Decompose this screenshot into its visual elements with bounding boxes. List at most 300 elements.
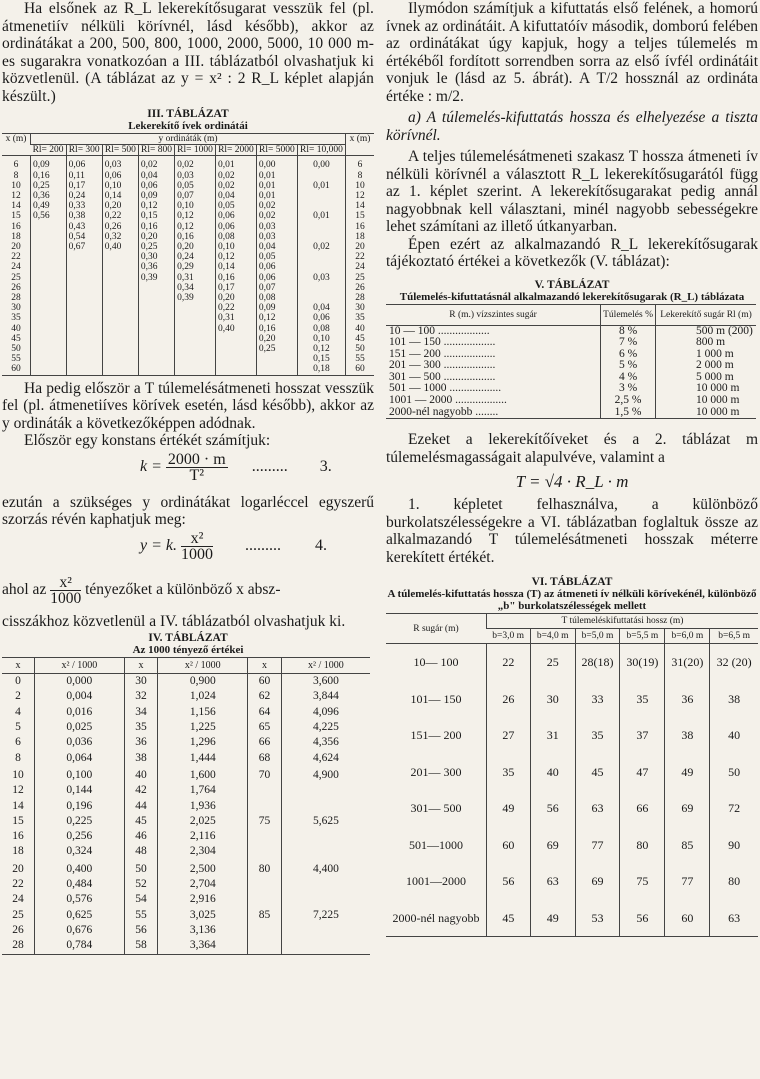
table-cell: 2,025	[158, 814, 248, 829]
table-cell: 24	[12, 893, 24, 906]
t6-col-header: b=6,5 m	[710, 629, 758, 644]
paragraph-3: Először egy konstans értékét számítjuk:	[24, 432, 271, 450]
paragraph-6: cisszákhoz közvetlenül a IV. táblázatból olvashatjuk ki.	[2, 612, 346, 630]
table-cell: 0,196	[34, 799, 124, 814]
table-cell	[248, 877, 282, 892]
table-cell: 1,5 %	[601, 407, 656, 419]
table-row	[2, 938, 370, 954]
table-cell: 36	[124, 735, 158, 750]
t3-values-r10000: 0,00 0,01 0,01 0,02 0,03 0,04 0,06 0,08 0,10 0,12 0,15 0,18	[297, 156, 345, 375]
table-row	[2, 705, 370, 720]
table-cell: 151 — 200 ..................	[389, 347, 496, 360]
table-cell: 5 %	[601, 360, 656, 372]
table-cell: 26	[12, 923, 24, 936]
table-cell: 55	[124, 908, 158, 923]
inline-fraction-denominator: 1000	[50, 589, 82, 607]
table-cell: 2 000 m	[656, 360, 756, 372]
table-cell: 4	[15, 705, 21, 718]
table-vi-title: VI. TÁBLÁZAT	[531, 576, 613, 589]
table-cell: 0,784	[34, 938, 124, 954]
table-cell	[281, 783, 370, 798]
table-cell: 66	[248, 735, 282, 750]
table-cell: 1001—2000	[405, 874, 466, 888]
table-cell: 1,024	[158, 689, 248, 704]
table-cell: 64	[248, 705, 282, 720]
table-cell: 0,025	[34, 720, 124, 735]
t3-values-r1000: 0,02 0,03 0,05 0,07 0,10 0,12 0,12 0,16 0,20 0,24 0,29 0,31 0,34 0,39	[175, 156, 216, 375]
paragraph-4: ezután a szükséges y ordinátákat logarléccel egyszerű szorzás révén kaphatjuk meg:	[2, 493, 374, 529]
t3-values-r500: 0,03 0,06 0,10 0,14 0,20 0,22 0,26 0,32 0,40	[102, 156, 138, 375]
table-cell: 0,016	[34, 705, 124, 720]
table-cell: 62	[248, 689, 282, 704]
t3-x-values-right: 6 8 10 12 14 15 16 18 20 22 24 25 26 28 30 35 40 45 50 55 60	[346, 156, 375, 375]
eq3-number: 3.	[319, 457, 332, 475]
table-row	[2, 844, 370, 859]
table-cell: 2000-nél nagyobb ........	[389, 405, 499, 418]
table-cell: 7 %	[601, 337, 656, 349]
table-cell: 7,225	[281, 908, 370, 923]
equation-4	[2, 531, 374, 573]
table-cell: 10	[12, 768, 24, 781]
table-cell: 32	[124, 689, 158, 704]
t4-header: x	[248, 658, 282, 674]
table-cell: 4,400	[281, 862, 370, 877]
table-cell: 31(20)	[665, 644, 710, 681]
table-cell: 4,624	[281, 751, 370, 766]
right-paragraph-1: Ilymódon számítjuk a kifuttatás első felének, a homorú ívnek az ordinátáit. A kifuttatóív második, domború felében az ordinátákat úgy kapjuk, hogy a teljes túlemelés m értékéből fordított sorrendben sorra az első ívfél ordinátáit vonjuk le (lásd az 5. ábrát). A T/2 hossznál az ordináta értéke : m/2.	[386, 0, 758, 105]
table-cell: 1,600	[158, 768, 248, 783]
table-cell: 45	[575, 754, 620, 791]
table-cell: 3,600	[281, 674, 370, 690]
section-heading-a: a) A túlemelés-kifuttatás hossza és elhelyezése a tiszta körívnél.	[386, 109, 758, 144]
table-cell: 201 — 300 ..................	[389, 359, 496, 372]
table-cell: 10 000 m	[656, 407, 756, 419]
table-row	[2, 768, 370, 783]
table-cell: 500 m (200)	[656, 325, 756, 337]
table-iii	[2, 133, 374, 376]
table-cell: 58	[124, 938, 158, 954]
table-v-subtitle: Túlemelés-kifuttatásnál alkalmazandó lekerekítősugarak (R_L) táblázata	[399, 290, 745, 303]
table-cell: 25	[530, 644, 575, 681]
table-cell: 101 — 150 ..................	[389, 336, 496, 349]
eq4-denominator: 1000	[181, 545, 213, 563]
table-cell: 26	[486, 681, 530, 718]
table-cell	[248, 923, 282, 938]
equation-T: T = √4 · R_L · m	[515, 472, 629, 492]
table-cell: 800 m	[656, 337, 756, 349]
eq4-number: 4.	[315, 536, 327, 554]
table-cell: 77	[665, 863, 710, 900]
table-cell: 85	[665, 827, 710, 864]
table-cell: 72	[710, 790, 758, 827]
equation-3	[2, 452, 374, 492]
table-cell	[281, 844, 370, 859]
table-row	[386, 717, 758, 754]
table-cell: 10— 100	[413, 655, 459, 669]
t5-header: Túlemelés %	[601, 304, 656, 325]
table-cell: 46	[124, 829, 158, 844]
eq4-lhs: y = k.	[140, 536, 177, 554]
table-cell: 6	[15, 736, 21, 749]
table-cell: 56	[530, 790, 575, 827]
table-cell: 35	[124, 720, 158, 735]
table-cell: 40	[124, 768, 158, 783]
table-cell: 0,256	[34, 829, 124, 844]
t4-header: x² / 1000	[158, 658, 248, 674]
table-cell	[281, 829, 370, 844]
table-cell: 33	[575, 681, 620, 718]
t3-col-header: Rl= 500	[102, 145, 138, 156]
table-cell: 69	[530, 827, 575, 864]
table-cell: 20	[12, 862, 24, 875]
table-cell: 3,364	[158, 938, 248, 954]
table-cell: 0,576	[34, 892, 124, 907]
table-row	[2, 829, 370, 844]
table-cell: 4,900	[281, 768, 370, 783]
t3-col-header: Rl= 800	[138, 145, 174, 156]
table-row	[2, 783, 370, 798]
t3-x-header-left: x (m)	[2, 134, 31, 156]
table-cell: 80	[620, 827, 665, 864]
table-cell: 70	[248, 768, 282, 783]
table-row	[2, 674, 370, 690]
table-cell: 63	[575, 790, 620, 827]
table-row	[386, 395, 756, 407]
table-cell: 45	[486, 900, 530, 937]
table-row	[386, 337, 756, 349]
table-cell: 501—1000	[408, 837, 463, 852]
table-cell: 69	[665, 790, 710, 827]
table-cell: 1 000 m	[656, 349, 756, 361]
t3-x-values-left: 6 8 10 12 14 15 16 18 20 22 24 25 26 28 30 35 40 45 50 55 60	[11, 160, 21, 375]
table-cell: 2,5 %	[601, 395, 656, 407]
t5-body	[386, 325, 756, 419]
table-cell: 56	[124, 923, 158, 938]
table-cell: 3,025	[158, 908, 248, 923]
table-cell: 15	[12, 814, 24, 827]
t3-values-r5000: 0,00 0,01 0,01 0,01 0,02 0,02 0,03 0,03 0,04 0,05 0,06 0,06 0,07 0,08 0,09 0,12 0,16 0,20 0,25	[256, 156, 297, 375]
t6-col-header: b=4,0 m	[530, 629, 575, 644]
table-cell: 38	[665, 717, 710, 754]
table-cell: 35	[575, 717, 620, 754]
t4-header: x	[124, 658, 158, 674]
table-v	[386, 304, 756, 420]
table-cell: 0,400	[34, 862, 124, 877]
table-cell: 63	[710, 900, 758, 937]
table-cell: 50	[124, 862, 158, 877]
table-cell: 0,625	[34, 908, 124, 923]
table-cell: 80	[248, 862, 282, 877]
table-cell: 38	[124, 751, 158, 766]
table-cell: 45	[124, 814, 158, 829]
table-cell: 49	[665, 754, 710, 791]
table-cell: 10 — 100 ..................	[389, 324, 490, 337]
table-cell: 8	[15, 751, 21, 764]
table-cell: 75	[248, 814, 282, 829]
table-cell	[248, 938, 282, 954]
table-cell: 49	[530, 900, 575, 937]
table-cell: 5	[15, 721, 21, 734]
table-cell: 42	[124, 783, 158, 798]
table-cell: 37	[620, 717, 665, 754]
table-cell	[248, 829, 282, 844]
table-cell: 75	[620, 863, 665, 900]
table-cell: 0,225	[34, 814, 124, 829]
t3-y-header: y ordináták (m)	[31, 134, 346, 145]
table-cell: 34	[124, 705, 158, 720]
table-cell: 44	[124, 799, 158, 814]
table-cell: 201— 300	[410, 764, 462, 779]
table-cell: 56	[620, 900, 665, 937]
table-cell: 1,225	[158, 720, 248, 735]
table-cell: 63	[530, 863, 575, 900]
table-cell: 54	[124, 892, 158, 907]
table-cell	[281, 799, 370, 814]
table-cell: 53	[575, 900, 620, 937]
table-cell: 10 000 m	[656, 383, 756, 395]
eq3-dots: .........	[251, 457, 288, 475]
table-cell: 38	[710, 681, 758, 718]
table-cell: 0,324	[34, 844, 124, 859]
table-cell: 301 — 500 ..................	[389, 370, 496, 383]
table-iv	[2, 657, 370, 954]
t3-col-header: Rl= 5000	[256, 145, 297, 156]
eq3-numerator: 2000 · m	[167, 450, 226, 468]
table-iv-subtitle: Az 1000 tényező értékei	[132, 644, 244, 657]
t6-col-header: b=5,0 m	[575, 629, 620, 644]
t6-body	[386, 644, 758, 937]
table-v-title: V. TÁBLÁZAT	[534, 278, 610, 291]
table-cell: 0	[15, 675, 21, 688]
table-row	[2, 814, 370, 829]
table-cell: 3 %	[601, 383, 656, 395]
table-cell	[248, 844, 282, 859]
table-cell: 0,100	[34, 768, 124, 783]
table-cell	[281, 923, 370, 938]
table-iv-title: IV. TÁBLÁZAT	[148, 632, 228, 645]
table-row	[386, 900, 758, 937]
t6-row-header: R sugár (m)	[386, 614, 486, 644]
right-column	[386, 0, 758, 937]
table-row	[386, 644, 758, 681]
table-cell: 35	[620, 681, 665, 718]
table-row	[2, 862, 370, 877]
table-cell: 6 %	[601, 349, 656, 361]
table-cell: 2	[15, 690, 21, 703]
right-paragraph-4: Ezeket a lekerekítőíveket és a 2. táblázat m túlemelésmagasságait alapulvéve, valamint a	[386, 431, 758, 466]
table-cell: 22	[12, 878, 24, 891]
paragraph-5	[2, 575, 374, 613]
table-cell: 2000-nél nagyobb	[392, 910, 480, 925]
table-cell: 4,356	[281, 735, 370, 750]
table-iii-subtitle: Lekerekítő ívek ordinátái	[128, 120, 248, 132]
table-cell: 0,676	[34, 923, 124, 938]
table-cell: 47	[620, 754, 665, 791]
table-cell: 501 — 1000 ..................	[389, 382, 502, 395]
t4-header: x² / 1000	[281, 658, 370, 674]
table-cell: 2,304	[158, 844, 248, 859]
table-cell: 5,625	[281, 814, 370, 829]
eq3-fraction	[166, 452, 228, 483]
eq4-dots: .........	[245, 536, 281, 554]
t5-header: R (m.) vízszintes sugár	[386, 304, 601, 325]
table-cell: 27	[486, 717, 530, 754]
table-cell: 151— 200	[410, 728, 462, 742]
t3-values-r2000: 0,01 0,02 0,02 0,04 0,05 0,06 0,06 0,08 0,10 0,12 0,14 0,16 0,17 0,20 0,22 0,31 0,40	[215, 156, 256, 375]
intro-paragraph: Ha elsőnek az R_L lekerekítősugarat vesszük fel (pl. átmenetiív nélküli körívnél, lásd később), akkor az ordinátákat a 200, 500, 800, 1000, 2000, 5000, 10 000 m-es sugarakra vonatkozóan a III. táblázatból olvashatjuk ki közvetlenül. (A táblázat az y = x² : 2 R_L képlet alapján készült.)	[2, 0, 374, 105]
table-cell: 1,936	[158, 799, 248, 814]
table-cell: 0,036	[34, 735, 124, 750]
t3-col-header: Rl= 1000	[175, 145, 216, 156]
table-cell: 49	[486, 790, 530, 827]
table-cell: 40	[710, 717, 758, 754]
inline-fraction-numerator: x²	[50, 575, 81, 591]
t3-values-r800: 0,02 0,04 0,06 0,09 0,12 0,15 0,16 0,20 0,25 0,30 0,36 0,39	[138, 156, 174, 375]
t6-col-header: b=5,5 m	[620, 629, 665, 644]
t5-header: Lekerekítő sugár Rl (m)	[656, 304, 756, 325]
table-cell: 25	[12, 908, 24, 921]
table-cell: 80	[710, 863, 758, 900]
table-cell: 32 (20)	[710, 644, 758, 681]
table-iii-title: III. TÁBLÁZAT	[147, 108, 229, 120]
t6-col-header: b=3,0 m	[486, 629, 530, 644]
table-cell: 2,500	[158, 862, 248, 877]
table-row	[2, 751, 370, 766]
table-cell	[248, 799, 282, 814]
table-cell	[248, 783, 282, 798]
table-cell	[248, 892, 282, 907]
table-cell: 4,225	[281, 720, 370, 735]
table-cell: 69	[575, 863, 620, 900]
table-cell: 1,764	[158, 783, 248, 798]
table-cell: 77	[575, 827, 620, 864]
table-cell: 10 000 m	[656, 395, 756, 407]
table-cell: 1,444	[158, 751, 248, 766]
table-cell: 18	[12, 845, 24, 858]
table-cell: 2,704	[158, 877, 248, 892]
table-cell: 0,064	[34, 751, 124, 766]
table-cell: 2,916	[158, 892, 248, 907]
table-cell: 0,144	[34, 783, 124, 798]
table-cell: 3,136	[158, 923, 248, 938]
table-cell: 0,484	[34, 877, 124, 892]
t3-col-header: Rl= 200	[31, 145, 67, 156]
table-row	[2, 923, 370, 938]
t6-group-header: T túlemeléskifuttatási hossz (m)	[486, 614, 758, 629]
table-cell: 12	[12, 784, 24, 797]
table-row	[2, 877, 370, 892]
table-cell: 1,156	[158, 705, 248, 720]
t4-body	[2, 674, 370, 954]
table-cell: 60	[486, 827, 530, 864]
table-vi	[386, 613, 758, 937]
table-cell: 68	[248, 751, 282, 766]
table-cell: 0,900	[158, 674, 248, 690]
table-cell: 48	[124, 844, 158, 859]
right-paragraph-3: Épen ezért az alkalmazandó R_L lekerekítősugarak tájékoztató értékei a következők (V. táblázat):	[386, 235, 758, 270]
table-vi-subtitle: A túlemelés-kifuttatás hossza (T) az átmeneti ív nélküli körívekénél, különböző „b" burkolatszélességek mellett	[387, 588, 757, 613]
table-cell: 301— 500	[410, 801, 462, 815]
table-cell: 2,116	[158, 829, 248, 844]
paragraph-2: Ha pedig először a T túlemelésátmeneti hosszat vesszük fel (pl. átmenetiíves körívek esetén, lásd később), akkor az y ordináták a következőképpen adódnak.	[2, 379, 374, 432]
table-row	[386, 754, 758, 791]
table-cell: 14	[12, 799, 24, 812]
table-row	[2, 799, 370, 814]
t3-values-r300: 0,06 0,11 0,17 0,24 0,33 0,38 0,43 0,54 0,67	[66, 156, 102, 375]
table-cell	[281, 892, 370, 907]
right-paragraph-2: A teljes túlemelésátmeneti szakasz T hossza átmeneti ív nélküli körívnél a választott R_L lekerekítősugarától függ az 1. képlet szerint. A lekerekítősugarakat pedig annál nagyobbnak kell választani, minél nagyobb sebességekre lehet számítani az illető útkanyarban.	[386, 148, 758, 235]
eq3-lhs: k =	[140, 457, 162, 475]
table-cell: 28	[12, 939, 24, 952]
table-cell: 60	[665, 900, 710, 937]
table-cell: 5 000 m	[656, 372, 756, 384]
table-row	[2, 908, 370, 923]
table-cell: 65	[248, 720, 282, 735]
table-cell: 85	[248, 908, 282, 923]
t3-x-header-right: x (m)	[346, 134, 375, 156]
table-cell: 30(19)	[620, 644, 665, 681]
table-cell: 90	[710, 827, 758, 864]
table-cell: 40	[530, 754, 575, 791]
eq3-denominator: T²	[189, 466, 205, 484]
table-cell: 66	[620, 790, 665, 827]
t4-header: x² / 1000	[34, 658, 124, 674]
table-cell: 4 %	[601, 372, 656, 384]
table-row	[2, 892, 370, 907]
table-row	[386, 407, 756, 419]
table-cell: 56	[486, 863, 530, 900]
left-column	[2, 0, 374, 955]
table-row	[2, 735, 370, 750]
table-cell: 22	[486, 644, 530, 681]
table-cell: 0,004	[34, 689, 124, 704]
table-cell: 50	[710, 754, 758, 791]
t4-header: x	[2, 658, 34, 674]
table-row	[386, 681, 758, 718]
t3-col-header: Rl= 2000	[215, 145, 256, 156]
inline-fraction	[50, 575, 81, 606]
eq4-fraction	[181, 531, 213, 562]
table-cell: 36	[665, 681, 710, 718]
table-cell: 30	[530, 681, 575, 718]
table-cell: 28(18)	[575, 644, 620, 681]
t3-col-header: Rl= 300	[66, 145, 102, 156]
table-row	[386, 863, 758, 900]
t3-col-header: Rl= 10,000	[297, 145, 345, 156]
table-cell: 1001 — 2000 ..................	[389, 394, 507, 407]
table-cell: 3,844	[281, 689, 370, 704]
table-cell: 31	[530, 717, 575, 754]
t3-values-r200: 0,09 0,16 0,25 0,36 0,49 0,56	[31, 156, 67, 375]
table-row	[386, 790, 758, 827]
t6-col-header: b=6,0 m	[665, 629, 710, 644]
table-row	[2, 689, 370, 704]
table-cell: 101— 150	[410, 691, 462, 706]
table-cell	[281, 938, 370, 954]
table-cell: 60	[248, 674, 282, 690]
table-cell: 16	[12, 830, 24, 843]
paragraph-5-end: tényezőket a különböző x absz-	[85, 580, 281, 598]
table-cell: 35	[486, 754, 530, 791]
table-cell: 30	[124, 674, 158, 690]
table-cell	[281, 877, 370, 892]
table-row	[2, 720, 370, 735]
table-cell: 8 %	[601, 325, 656, 337]
table-cell: 4,096	[281, 705, 370, 720]
table-row	[386, 827, 758, 864]
right-paragraph-5: 1. képletet felhasználva, a különböző burkolatszélességekre a VI. táblázatban foglaltuk össze az alkalmazandó T túlemelésátmeneti hosszak méterre kerekített értékét.	[386, 496, 758, 566]
table-cell: 1,296	[158, 735, 248, 750]
